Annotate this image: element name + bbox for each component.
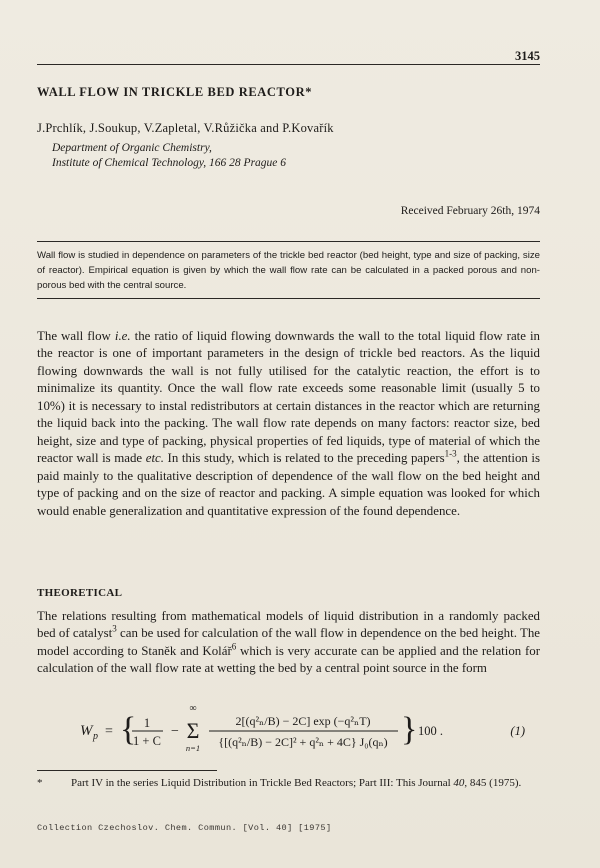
eq-fraction-one: 1 (143, 716, 151, 730)
eq-factor: 100 . (418, 724, 443, 738)
eq-left-brace: { (120, 711, 137, 748)
theory-text-2: can be used for calculation of the wall flow in dependence on the bed height. The model according to Staněk and Kolář (37, 626, 540, 658)
eq-denominator: {[(q²ₙ/B) − 2C]² + q²ₙ + 4C} J₀(qₙ) (218, 735, 388, 749)
intro-text-3: In this study, which is related to the preceding papers (163, 451, 445, 466)
eq-lhs: W (80, 723, 93, 739)
intro-text-1: The wall flow (37, 329, 115, 343)
journal-citation: Collection Czechoslov. Chem. Commun. [Vol. 40] [1975] (37, 823, 332, 833)
equation-1 (80, 700, 540, 758)
affiliation-institute: Institute of Chemical Technology, 166 28 Prague 6 (52, 157, 287, 169)
page-number: 3145 (515, 49, 540, 63)
eq-minus: − (171, 724, 179, 739)
eq-sum-bottom: n=1 (185, 743, 201, 753)
eq-sum-sign: Σ (186, 718, 200, 743)
eq-sum-top: ∞ (189, 703, 197, 714)
theory-reference-6: 6 (231, 641, 237, 652)
eq-right-brace: } (401, 711, 418, 748)
eq-label: (1) (510, 724, 525, 738)
theory-reference-3: 3 (112, 624, 117, 635)
intro-text-4: , the attention is paid mainly to the qualitative description of dependence of the wall flow on the bed height and type of packing and on the size of reactor and packing. A simple equation was looked for which would enable generalization and quantitative expression of the found dependence. (37, 451, 541, 518)
eq-lhs-sub: p (93, 731, 98, 742)
theory-text-1: The relations resulting from mathematical models of liquid distribution in a randomly packed bed of catalyst (37, 609, 540, 641)
affiliation-department: Department of Organic Chemistry, (52, 142, 212, 154)
theory-paragraph (37, 608, 540, 678)
equation-svg (80, 700, 540, 758)
abstract: Wall flow is studied in dependence on parameters of the trickle bed reactor (bed height, type and size of packing, size of reactor). Empirical equation is given by which the wall flow rate can be calculated in a packed porous and non-porous bed with the central source. (37, 241, 540, 299)
section-heading-theoretical: THEORETICAL (37, 587, 123, 599)
eq-equals: = (105, 724, 113, 739)
footnote-text-end: , 845 (1975). (464, 777, 522, 789)
intro-reference: 1-3 (444, 448, 457, 459)
intro-text-2: the ratio of liquid flowing downwards the wall to the total liquid flow rate in the reactor is one of important parameters in the design of trickle bed reactors. As the liquid flowing downwards the wall is not fully utilised for the catalytic reaction, the effort is to minimalize its quantity. Once the wall flow rate exceeds some reasonable limit (usually 5 to 10%) it is necessary to instal redistributors at certain distances in the reactor which are returning the liquid back into the packing. The wall flow rate depends on many factors: reactor size, bed height, size and type of packing, physical properties of fed liquids, type of material of which the reactor wall is made (37, 329, 540, 466)
footnote-mark: * (37, 777, 43, 789)
footnote-volume: 40 (453, 777, 465, 789)
footnote-text: Part IV in the series Liquid Distribution in Trickle Bed Reactors; Part III: This Journal (71, 777, 454, 789)
affiliation (52, 141, 286, 171)
theory-text-3: which is very accurate can be applied and the relation for calculation of the wall flow rate at wetting the bed by a central point source in the form (37, 643, 540, 676)
eq-one-plus-c: 1 + C (133, 734, 161, 748)
intro-text-ie: i.e. (114, 329, 131, 343)
intro-text-etc: etc. (145, 451, 164, 466)
article-authors: J.Prchlík, J.Soukup, V.Zapletal, V.Růžička and P.Kovařík (37, 121, 334, 135)
footnote (37, 776, 540, 791)
footnote-rule (37, 770, 217, 771)
header-rule (37, 64, 540, 65)
article-title: WALL FLOW IN TRICKLE BED REACTOR* (37, 85, 313, 99)
intro-paragraph (37, 328, 540, 520)
received-date: Received February 26th, 1974 (400, 205, 540, 217)
eq-numerator: 2[(q²ₙ/B) − 2C] exp (−q²ₙT) (235, 714, 371, 728)
